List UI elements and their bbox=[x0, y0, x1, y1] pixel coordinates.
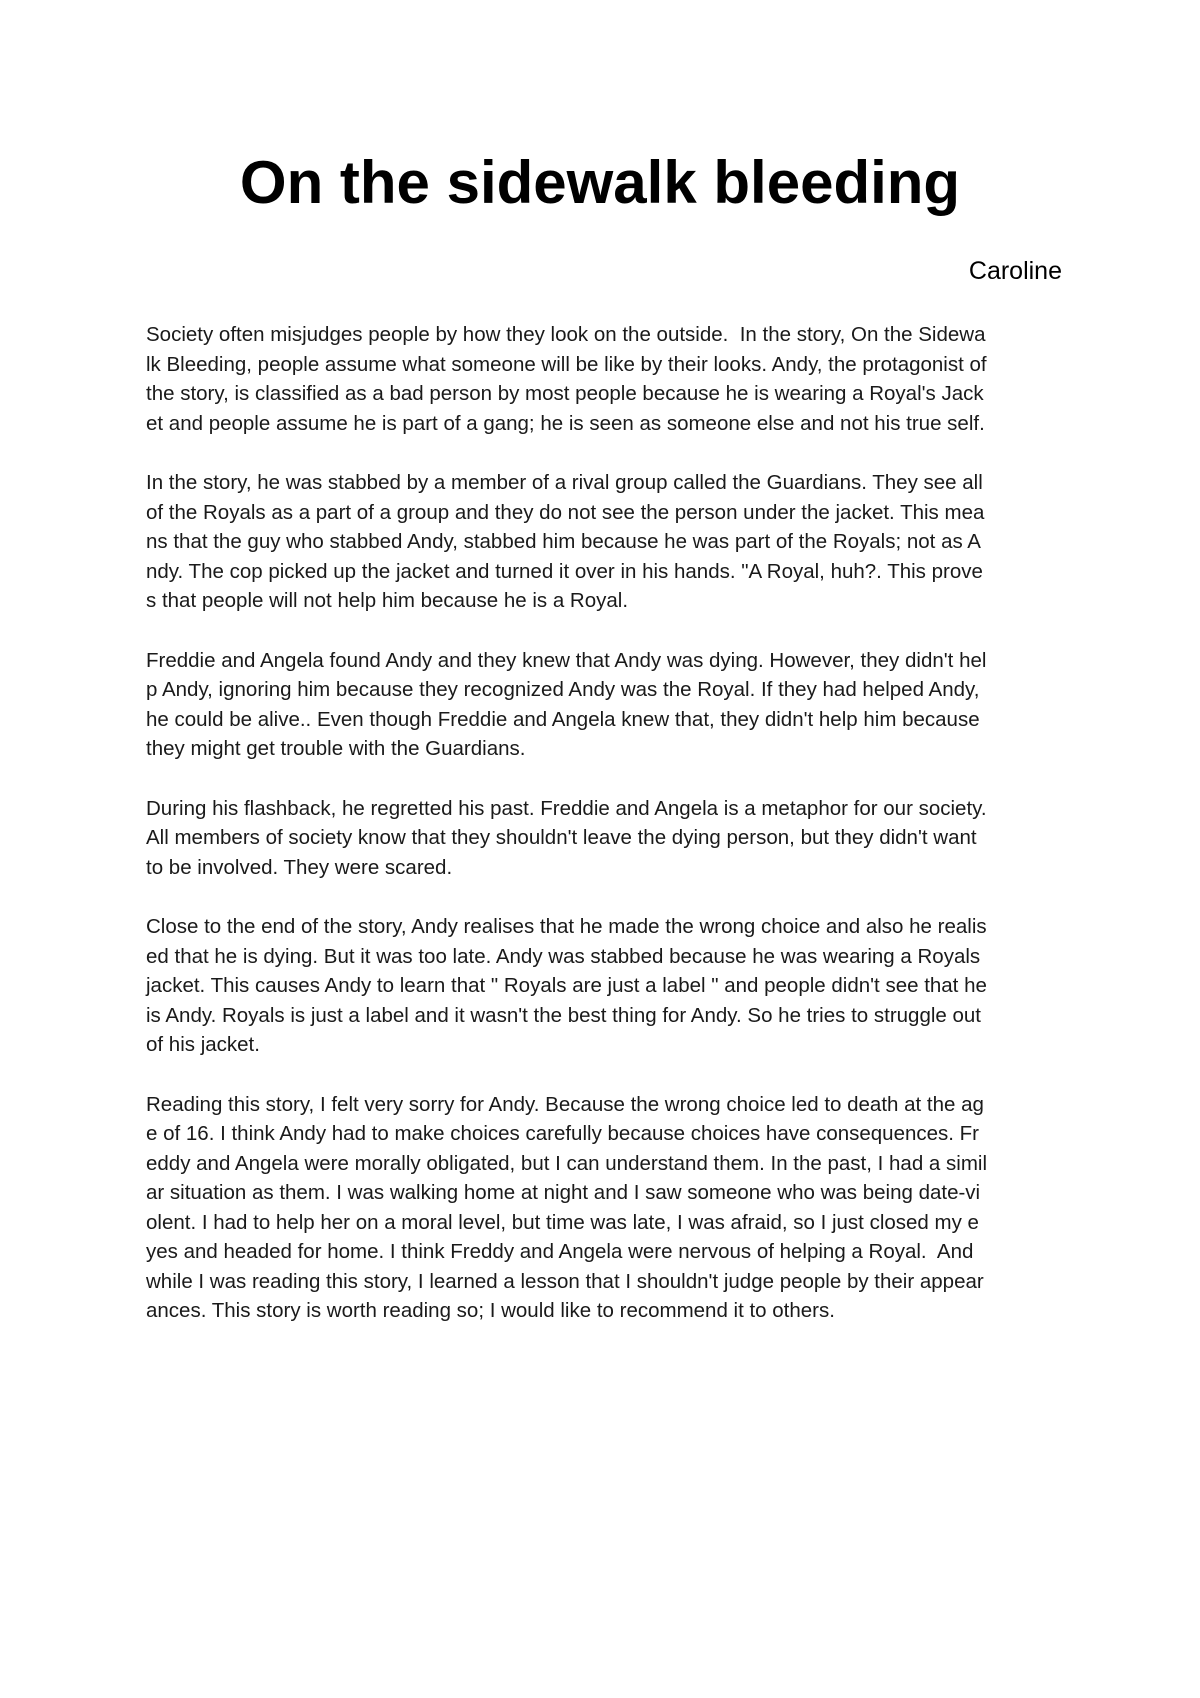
paragraph-line: the story, is classified as a bad person by most people because he is wearing a Royal's Jack bbox=[146, 382, 984, 405]
paragraph-line: yes and headed for home. I think Freddy and Angela were nervous of helping a Royal. And bbox=[146, 1240, 974, 1263]
document-title: On the sidewalk bleeding bbox=[239, 149, 961, 216]
paragraph-line: During his flashback, he regretted his past. Freddie and Angela is a metaphor for our society. bbox=[146, 796, 987, 820]
paragraph-1 bbox=[146, 320, 1066, 438]
paragraph-line: jacket. This causes Andy to learn that " Royals are just a label " and people didn't see that he bbox=[146, 974, 987, 997]
author-name: Caroline bbox=[968, 257, 1062, 285]
paragraph-line: he could be alive.. Even though Freddie and Angela knew that, they didn't help him because bbox=[146, 707, 980, 731]
paragraph-line: lk Bleeding, people assume what someone will be like by their looks. Andy, the protagonist of bbox=[146, 352, 987, 376]
paragraph-line: is Andy. Royals is just a label and it wasn't the best thing for Andy. So he tries to struggle out bbox=[146, 1003, 982, 1027]
essay-body bbox=[146, 320, 1066, 1356]
paragraph-line: Reading this story, I felt very sorry for Andy. Because the wrong choice led to death at the ag bbox=[146, 1092, 984, 1116]
paragraph-line: Close to the end of the story, Andy realises that he made the wrong choice and also he realis bbox=[146, 915, 987, 938]
paragraph-line: In the story, he was stabbed by a member of a rival group called the Guardians. They see all bbox=[146, 471, 983, 494]
paragraph-line: All members of society know that they shouldn't leave the dying person, but they didn't want bbox=[146, 826, 977, 849]
paragraph-line: of the Royals as a part of a group and they do not see the person under the jacket. This mea bbox=[146, 500, 985, 524]
paragraph-line: p Andy, ignoring him because they recognized Andy was the Royal. If they had helped Andy, bbox=[146, 678, 980, 701]
paragraph-line: Society often misjudges people by how they look on the outside. In the story, On the Sidewa bbox=[146, 323, 986, 346]
paragraph-line: to be involved. They were scared. bbox=[146, 855, 453, 879]
paragraph-line: of his jacket. bbox=[146, 1033, 260, 1056]
paragraph-line: while I was reading this story, I learned a lesson that I shouldn't judge people by their appear bbox=[146, 1269, 984, 1293]
paragraph-line: ns that the guy who stabbed Andy, stabbed him because he was part of the Royals; not as A bbox=[146, 530, 981, 553]
paragraph-4 bbox=[146, 794, 1066, 883]
paragraph-line: ar situation as them. I was walking home at night and I saw someone who was being date-vi bbox=[146, 1181, 981, 1204]
paragraph-line: they might get trouble with the Guardians. bbox=[146, 737, 526, 760]
paragraph-6 bbox=[146, 1090, 1066, 1326]
paragraph-3 bbox=[146, 646, 1066, 764]
paragraph-5 bbox=[146, 912, 1066, 1060]
paragraph-line: s that people will not help him because he is a Royal. bbox=[146, 589, 629, 612]
paragraph-line: olent. I had to help her on a moral level, but time was late, I was afraid, so I just closed my e bbox=[146, 1210, 979, 1234]
paragraph-line: eddy and Angela were morally obligated, but I can understand them. In the past, I had a simil bbox=[146, 1151, 988, 1175]
paragraph-line: e of 16. I think Andy had to make choices carefully because choices have consequences. Fr bbox=[146, 1122, 980, 1145]
paragraph-line: ances. This story is worth reading so; I would like to recommend it to others. bbox=[146, 1299, 835, 1322]
paragraph-2 bbox=[146, 468, 1066, 616]
paragraph-line: ed that he is dying. But it was too late. Andy was stabbed because he was wearing a Royals bbox=[146, 944, 981, 968]
paragraph-line: et and people assume he is part of a gang; he is seen as someone else and not his true self. bbox=[146, 411, 985, 435]
paragraph-line: Freddie and Angela found Andy and they knew that Andy was dying. However, they didn't hel bbox=[146, 648, 987, 672]
paragraph-line: ndy. The cop picked up the jacket and turned it over in his hands. "A Royal, huh?. This prove bbox=[146, 559, 983, 583]
